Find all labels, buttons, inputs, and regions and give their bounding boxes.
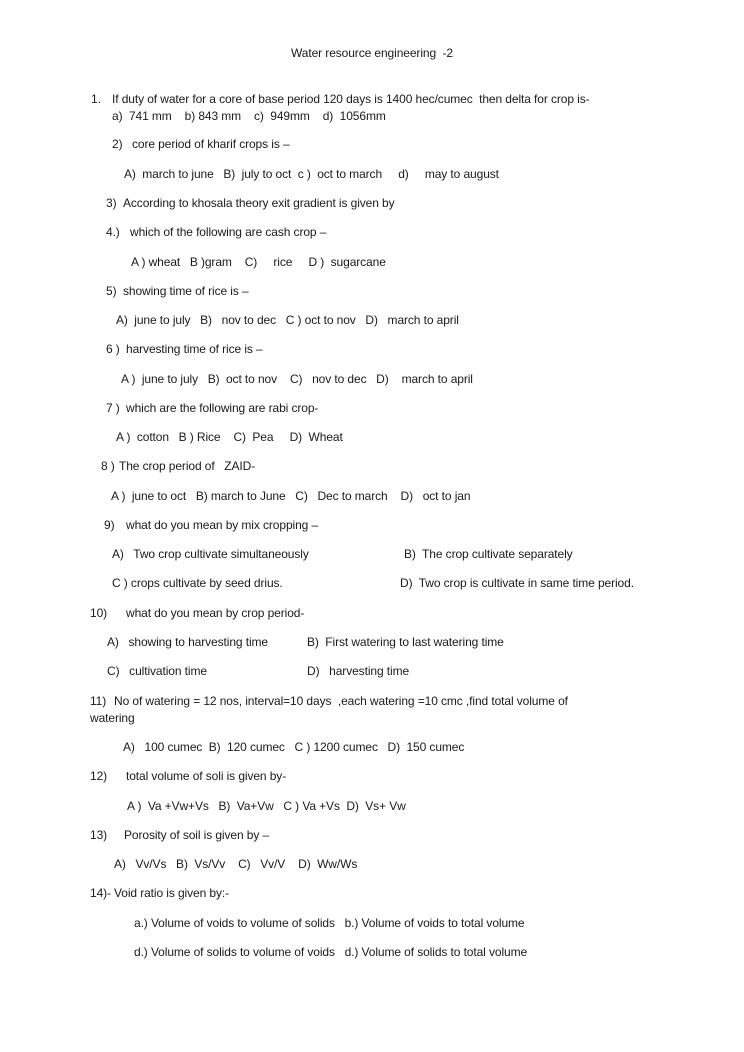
question-14-text: Void ratio is given by:-: [114, 886, 229, 900]
question-8-number: 8 ): [101, 459, 115, 473]
question-14-options-line-2: d.) Volume of solids to volume of voids d.) Volume of solids to total volume: [134, 945, 528, 959]
question-3-number: 3): [106, 196, 117, 210]
question-2-options: A) march to june B) july to oct c ) oct to march d) may to august: [124, 167, 499, 181]
question-12-number: 12): [90, 769, 108, 783]
question-13-text: Porosity of soil is given by –: [124, 828, 270, 842]
question-1-number: 1.: [91, 92, 101, 106]
question-5-options: A) june to july B) nov to dec C ) oct to nov D) march to april: [116, 313, 459, 327]
question-13-number: 13): [90, 828, 108, 842]
question-7-text: which are the following are rabi crop-: [126, 401, 319, 415]
question-13-options: A) Vv/Vs B) Vs/Vv C) Vv/V D) Ww/Ws: [114, 857, 358, 871]
question-4-options: A ) wheat B )gram C) rice D ) sugarcane: [131, 255, 386, 269]
question-1-options: a) 741 mm b) 843 mm c) 949mm d) 1056mm: [112, 109, 386, 123]
question-9-option-d: D) Two crop is cultivate in same time period.: [400, 576, 634, 590]
question-9-option-c: C ) crops cultivate by seed drius.: [112, 576, 283, 590]
question-10-option-d: D) harvesting time: [307, 664, 410, 678]
question-11-text-continued: watering: [90, 711, 135, 725]
question-7-options: A ) cotton B ) Rice C) Pea D) Wheat: [116, 430, 343, 444]
question-8-options: A ) june to oct B) march to June C) Dec to march D) oct to jan: [111, 489, 471, 503]
question-7-number: 7 ): [106, 401, 120, 415]
question-11-options: A) 100 cumec B) 120 cumec C ) 1200 cumec D) 150 cumec: [123, 740, 465, 754]
question-10-text: what do you mean by crop period-: [126, 606, 305, 620]
page-title: Water resource engineering -2: [291, 46, 453, 60]
question-3-text: According to khosala theory exit gradient is given by: [123, 196, 395, 210]
question-4-text: which of the following are cash crop –: [130, 225, 327, 239]
question-12-options: A ) Va +Vw+Vs B) Va+Vw C ) Va +Vs D) Vs+ Vw: [127, 799, 406, 813]
question-9-text: what do you mean by mix cropping –: [126, 518, 319, 532]
question-9-number: 9): [104, 518, 115, 532]
question-6-number: 6 ): [106, 342, 120, 356]
question-10-option-b: B) First watering to last watering time: [307, 635, 504, 649]
question-5-text: showing time of rice is –: [123, 284, 249, 298]
question-10-option-a: A) showing to harvesting time: [107, 635, 268, 649]
question-2-number: 2): [112, 137, 123, 151]
question-9-option-b: B) The crop cultivate separately: [404, 547, 573, 561]
question-5-number: 5): [106, 284, 117, 298]
question-2-text: core period of kharif crops is –: [132, 137, 290, 151]
question-10-number: 10): [90, 606, 108, 620]
question-6-text: harvesting time of rice is –: [126, 342, 263, 356]
question-9-option-a: A) Two crop cultivate simultaneously: [112, 547, 309, 561]
question-10-option-c: C) cultivation time: [107, 664, 207, 678]
question-8-text: The crop period of ZAID-: [119, 459, 256, 473]
question-11-number: 11): [90, 694, 107, 708]
question-12-text: total volume of soli is given by-: [126, 769, 287, 783]
question-4-number: 4.): [106, 225, 120, 239]
question-14-options-line-1: a.) Volume of voids to volume of solids b.) Volume of voids to total volume: [134, 916, 525, 930]
question-1-text: If duty of water for a core of base period 120 days is 1400 hec/cumec then delta for crop is-: [112, 92, 590, 106]
question-6-options: A ) june to july B) oct to nov C) nov to dec D) march to april: [121, 372, 473, 386]
question-14-number: 14)-: [90, 886, 111, 900]
question-11-text: No of watering = 12 nos, interval=10 days ,each watering =10 cmc ,find total volume of: [114, 694, 568, 708]
